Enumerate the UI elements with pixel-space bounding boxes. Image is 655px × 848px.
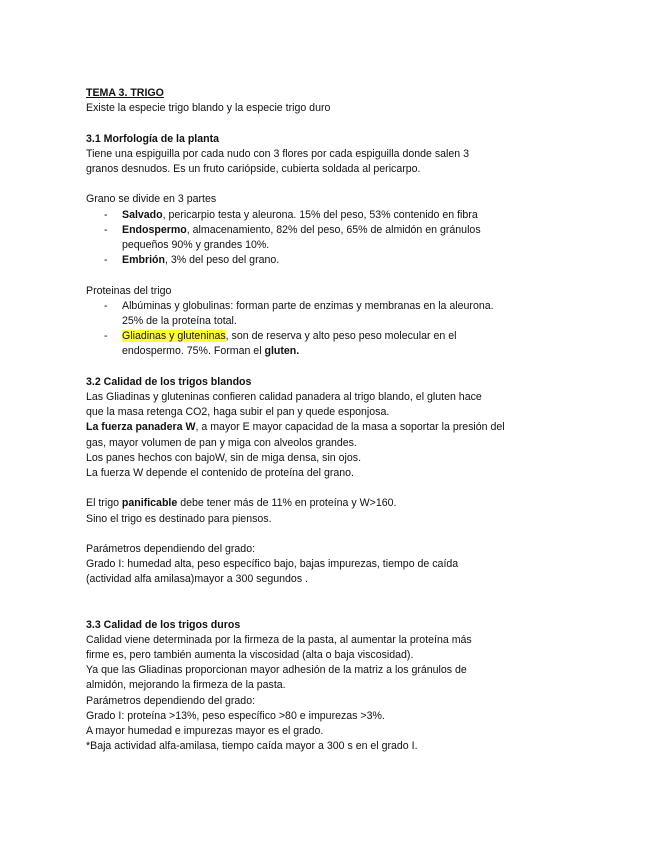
term-gluten: gluten.: [264, 345, 300, 358]
term-fuerza-panadera: La fuerza panadera W: [86, 421, 196, 434]
paragraph-line: firme es, pero también aumenta la viscosidad (alta o baja viscosidad).: [86, 649, 414, 662]
list-item-text: endospermo. 75%. Forman el: [122, 345, 265, 358]
list-item-endospermo: [86, 223, 626, 238]
paragraph-line: granos desnudos. Es un fruto cariópside, cubierta soldada al pericarpo.: [86, 163, 421, 175]
section-heading-3-3: 3.3 Calidad de los trigos duros: [86, 618, 241, 631]
paragraph-text: debe tener más de 11% en proteína y W>160.: [177, 497, 397, 510]
intro-text: Existe la especie trigo blando y la especie trigo duro: [86, 102, 331, 115]
term-endospermo: Endospermo: [122, 223, 187, 236]
paragraph-line: Grado I: proteína >13%, peso específico >80 e impurezas >3%.: [86, 709, 385, 722]
list-item-salvado: [86, 208, 626, 223]
bullet-dash: -: [104, 299, 108, 312]
document-title: TEMA 3. TRIGO: [86, 87, 164, 99]
paragraph-line: (actividad alfa amilasa)mayor a 300 segundos .: [86, 573, 308, 586]
paragraph-line: Los panes hechos con bajoW, sin de miga densa, sin ojos.: [86, 451, 362, 464]
paragraph-line: A mayor humedad e impurezas mayor es el grado.: [86, 725, 324, 738]
list-item-continuation: pequeños 90% y grandes 10%.: [122, 239, 270, 251]
list-item-continuation: [86, 344, 626, 359]
term-salvado: Salvado: [122, 208, 163, 221]
paragraph-line: Parámetros dependiendo del grado:: [86, 694, 256, 707]
list-item-albuminas: [86, 299, 626, 314]
section-heading-3-2: 3.2 Calidad de los trigos blandos: [86, 375, 252, 388]
paragraph-line: Sino el trigo es destinado para piensos.: [86, 512, 272, 525]
grano-intro: Grano se divide en 3 partes: [86, 193, 217, 206]
paragraph-line: [86, 420, 626, 435]
bullet-dash: -: [104, 208, 108, 221]
list-item-text: Albúminas y globulinas: forman parte de enzimas y membranas en la aleurona.: [122, 299, 494, 312]
highlighted-text: Gliadinas y gluteninas: [122, 330, 226, 343]
list-item-gliadinas: [86, 329, 626, 344]
paragraph-line: Grado I: humedad alta, peso específico bajo, bajas impurezas, tiempo de caída: [86, 558, 459, 571]
paragraph-line: Las Gliadinas y gluteninas confieren calidad panadera al trigo blando, el gluten hace: [86, 391, 482, 403]
proteinas-intro: Proteinas del trigo: [86, 284, 172, 297]
bullet-dash: -: [104, 330, 108, 343]
paragraph-line: almidón, mejorando la firmeza de la pasta.: [86, 679, 286, 692]
term-panificable: panificable: [121, 497, 178, 510]
list-item-text: , pericarpio testa y aleurona. 15% del peso, 53% contenido en fibra: [162, 208, 478, 221]
paragraph-line: La fuerza W depende el contenido de proteína del grano.: [86, 467, 354, 480]
bullet-dash: -: [104, 254, 108, 267]
bullet-dash: -: [104, 223, 108, 236]
paragraph-line: Calidad viene determinada por la firmeza de la pasta, al aumentar la proteína más: [86, 633, 472, 646]
paragraph-line: [86, 496, 626, 511]
list-item-text: , almacenamiento, 82% del peso, 65% de almidón en gránulos: [186, 223, 481, 236]
paragraph-line: Ya que las Gliadinas proporcionan mayor adhesión de la matriz a los gránulos de: [86, 664, 467, 677]
paragraph-line: que la masa retenga CO2, haga subir el pan y quede esponjosa.: [86, 406, 390, 419]
paragraph-line: Tiene una espiguilla por cada nudo con 3 flores por cada espiguilla donde salen 3: [86, 147, 470, 160]
paragraph-line: Parámetros dependiendo del grado:: [86, 543, 256, 555]
paragraph-line: gas, mayor volumen de pan y miga con alveolos grandes.: [86, 436, 357, 449]
list-item-text: , 3% del peso del grano.: [164, 254, 280, 267]
list-item-text: , son de reserva y alto peso peso molecular en el: [225, 330, 457, 343]
list-item-embrion: [86, 253, 626, 268]
list-item-continuation: 25% de la proteína total.: [122, 315, 237, 327]
term-embrion: Embrión: [122, 254, 165, 267]
paragraph-text: , a mayor E mayor capacidad de la masa a soportar la presión del: [195, 421, 505, 434]
paragraph-text: El trigo: [86, 497, 122, 510]
document-page: [86, 86, 626, 754]
section-heading-3-1: 3.1 Morfología de la planta: [86, 132, 220, 145]
paragraph-line: *Baja actividad alfa-amilasa, tiempo caída mayor a 300 s en el grado I.: [86, 740, 418, 753]
